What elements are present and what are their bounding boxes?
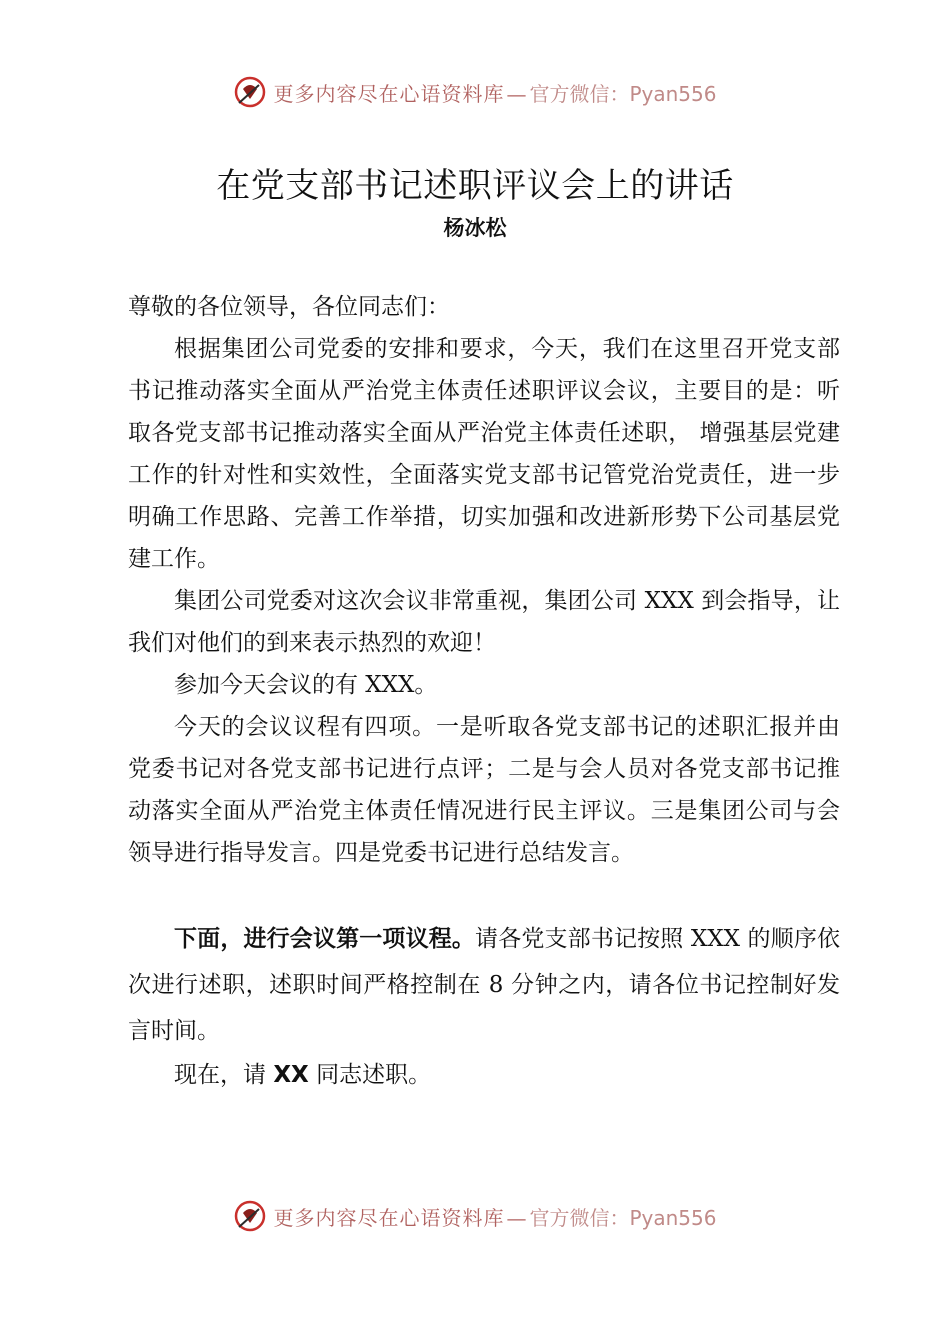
watermark-text: 更多内容尽在心语资料库 — 官方微信：Pyan556 [273,81,717,106]
paragraph-agenda: 今天的会议议程有四项。一是听取各党支部书记的述职汇报并由党委书记对各党支部书记进行点评；二是与会人员对各党支部书记推动落实全面从严治党主体责任情况进行民主评议。三是集团公司与会领导进行指导发言。四是党委书记进行总结发言。 [128,714,840,866]
watermark-text: 更多内容尽在心语资料库 — 官方微信：Pyan556 [273,1205,717,1230]
document-body [128,286,840,1096]
watermark-banner-top [0,72,950,112]
agenda-item-instructions: 请各党支部书记按照 XXX 的顺序依次进行述职，述职时间严格控制在 8 分钟之内，请各位书记控制好发言时间。 [128,926,840,1044]
watermark-banner-bottom [0,1196,950,1236]
paragraph-welcome: 集团公司党委对这次会议非常重视，集团公司 XXX 到会指导，让我们对他们的到来表示热烈的欢迎！ [128,588,840,656]
heart-pen-icon [233,1199,267,1233]
salutation: 尊敬的各位领导，各位同志们： [128,294,450,320]
closing-suffix: 同志述职。 [308,1062,432,1088]
closing-prefix: 现在，请 [174,1062,274,1088]
paragraph-closing [128,1054,840,1096]
author-name: 杨冰松 [443,216,507,240]
paragraph-attendees: 参加今天会议的有 XXX。 [174,672,438,698]
page-title: 在党支部书记述职评议会上的讲话 [216,166,734,206]
paragraph-first-agenda-item [128,916,840,1054]
agenda-item-lead: 下面，进行会议第一项议程。 [174,926,476,952]
paragraph-opening: 根据集团公司党委的安排和要求，今天，我们在这里召开党支部书记推动落实全面从严治党主体责任述职评议会议，主要目的是：听取各党支部书记推动落实全面从严治党主体责任述职， 增强基层党建工作的针对性和实效性，全面落实党支部书记管党治党责任，进一步明确工作思路、完善工作举措，切实加强和改进新形势下公司基层党建工作。 [128,336,840,572]
closing-name: XX [273,1062,309,1088]
heart-pen-icon [233,75,267,109]
